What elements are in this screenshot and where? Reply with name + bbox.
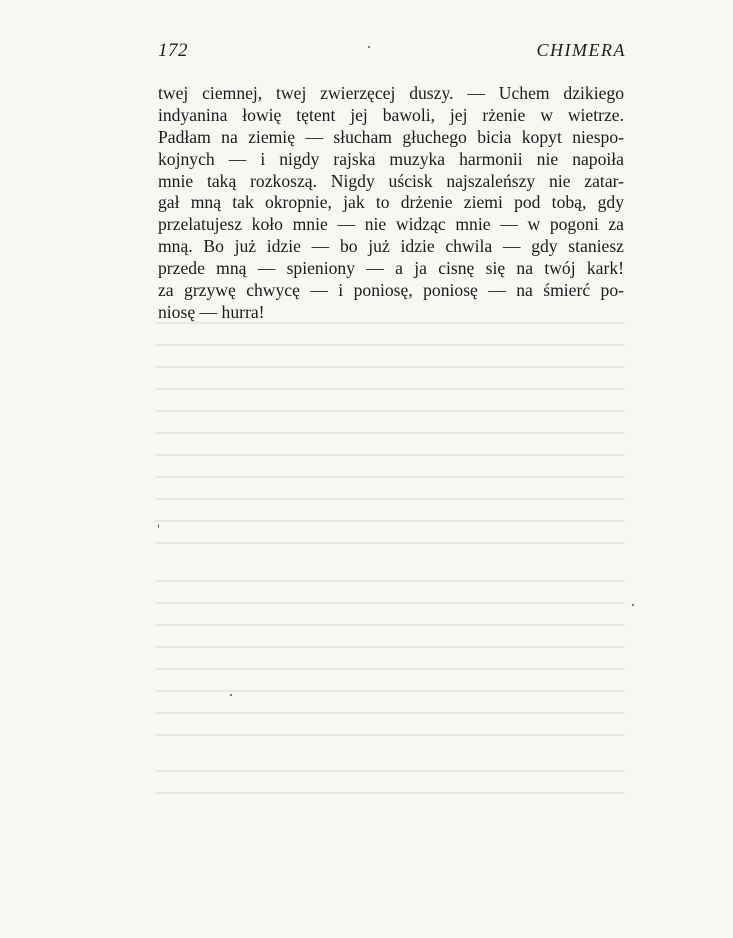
- text-line: twej ciemnej, twej zwierzęcej duszy. — Uchem dzikiego: [158, 83, 624, 103]
- text-line: indyanina łowię tętent jej bawoli, jej rżenie w wietrze.: [158, 104, 624, 125]
- bleed-through-line: [155, 712, 625, 714]
- text-line: mnie taką rozkoszą. Nigdy uścisk najszaleńszy nie zatar-: [158, 170, 624, 191]
- text-line: mną. Bo już idzie — bo już idzie chwila — gdy staniesz: [158, 236, 624, 257]
- bleed-through-line: [155, 476, 625, 478]
- bleed-through-line: [155, 646, 625, 648]
- bleed-through-line: [155, 410, 625, 412]
- bleed-through-line: [155, 454, 625, 456]
- bleed-through-line: [155, 498, 625, 500]
- print-speck: [158, 524, 159, 528]
- bleed-through-line: [155, 432, 625, 434]
- bleed-through-line: [155, 734, 625, 736]
- running-head: [158, 40, 626, 66]
- bleed-through-line: [155, 690, 625, 692]
- print-speck: [632, 604, 634, 606]
- bleed-through-line: [155, 602, 625, 604]
- bleed-through-line: [155, 624, 625, 626]
- bleed-through-line: [155, 520, 625, 522]
- text-line: za grzywę chwycę — i poniosę, poniosę — na śmierć po-: [158, 280, 624, 301]
- text-line: kojnych — i nigdy rajska muzyka harmonii nie napoiła: [158, 148, 624, 169]
- bleed-through-line: [155, 792, 625, 794]
- print-speck: [368, 46, 370, 48]
- bleed-through-line: [155, 542, 625, 544]
- print-speck: [230, 694, 232, 696]
- text-line: gał mną tak okropnie, jak to drżenie ziemi pod tobą, gdy: [158, 192, 624, 213]
- bleed-through-line: [155, 668, 625, 670]
- bleed-through-line: [155, 580, 625, 582]
- running-title: CHIMERA: [536, 40, 626, 60]
- body-text: [158, 83, 624, 324]
- text-line: przede mną — spieniony — a ja cisnę się na twój kark!: [158, 258, 624, 279]
- text-line: Padłam na ziemię — słucham głuchego bicia kopyt niespo-: [158, 126, 624, 147]
- text-line: przelatujesz koło mnie — nie widząc mnie — w pogoni za: [158, 214, 624, 235]
- bleed-through-line: [155, 770, 625, 772]
- text-line-last: niosę — hurra!: [158, 301, 265, 322]
- bleed-through-line: [155, 344, 625, 346]
- page-number: 172: [158, 40, 188, 61]
- bleed-through-line: [155, 366, 625, 368]
- bleed-through-line: [155, 388, 625, 390]
